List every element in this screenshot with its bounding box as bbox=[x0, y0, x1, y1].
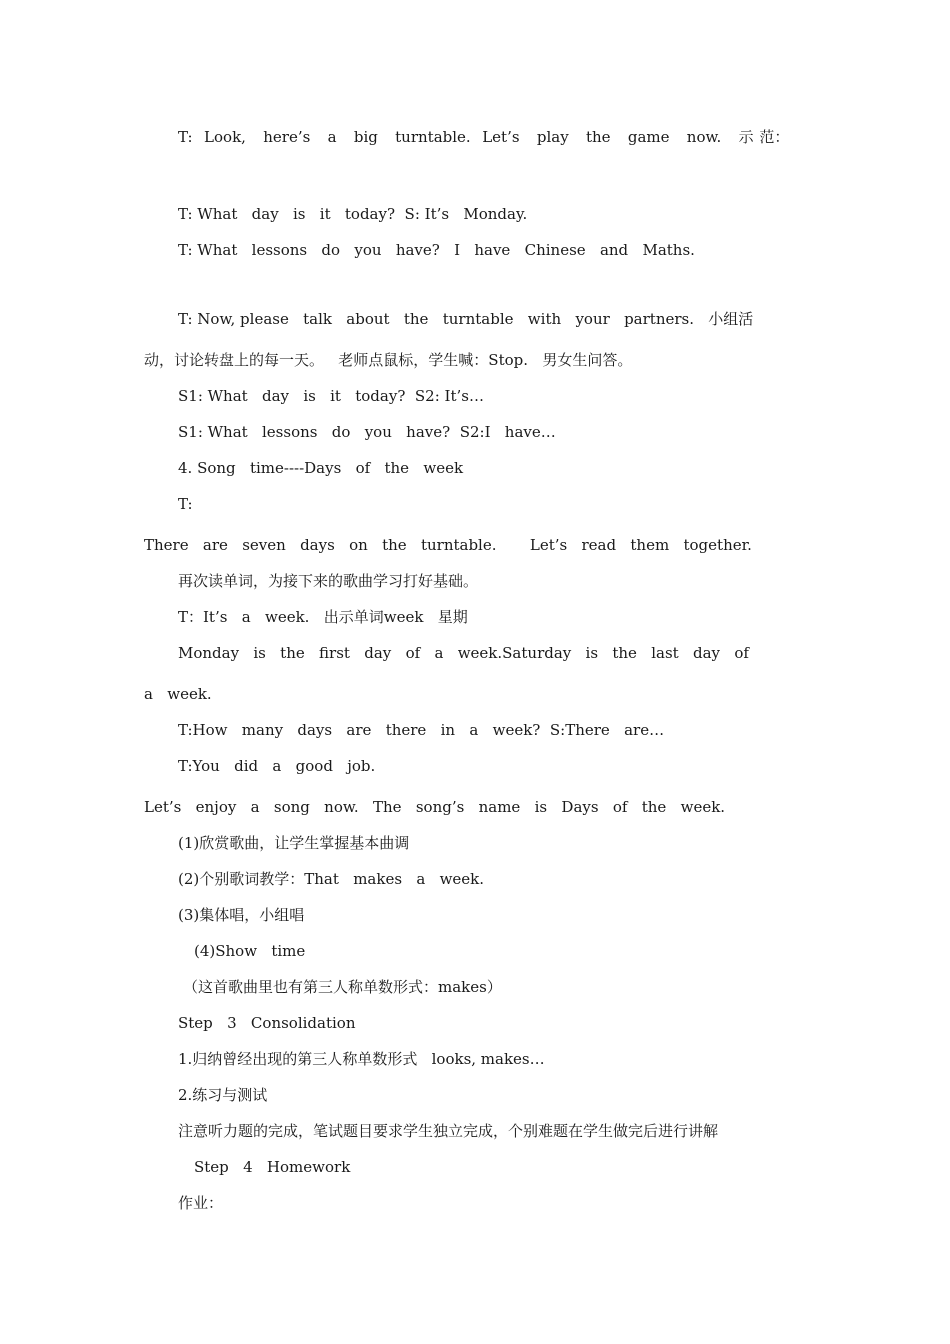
text-line-step-3: (3)集体唱，小组唱 bbox=[178, 906, 305, 924]
text-line-how-many-days: T:How many days are there in a week? S:There are… bbox=[178, 721, 665, 739]
text-line-step-1: (1)欣赏歌曲，让学生掌握基本曲调 bbox=[178, 834, 410, 852]
text-line-seven-days: There are seven days on the turntable. Let’s read them together. bbox=[144, 536, 752, 554]
text-line-consolidation-heading: Step 3 Consolidation bbox=[178, 1014, 356, 1032]
text-line-group-activity: 动，讨论转盘上的每一天。 老师点鼠标，学生喊：Stop. 男女生问答。 bbox=[144, 351, 633, 369]
text-line-teacher-label: T: bbox=[178, 495, 193, 513]
text-line-third-person-note: （这首歌曲里也有第三人称单数形式：makes） bbox=[183, 978, 502, 996]
text-line-s1-lessons: S1: What lessons do you have? S2:I have… bbox=[178, 423, 556, 441]
text-line-homework-heading: Step 4 Homework bbox=[194, 1158, 351, 1176]
text-line-listening-note: 注意听力题的完成，笔试题目要求学生独立完成，个别难题在学生做完后进行讲解 bbox=[178, 1122, 719, 1140]
text-line-its-a-week: T：It’s a week. 出示单词week 星期 bbox=[178, 608, 468, 626]
text-line-practice-test: 2.练习与测试 bbox=[178, 1086, 268, 1104]
text-line-show-time: (4)Show time bbox=[194, 942, 306, 960]
text-line-song-time: 4. Song time----Days of the week bbox=[178, 459, 464, 477]
text-line-what-day: T: What day is it today? S: It’s Monday. bbox=[178, 205, 528, 223]
text-line-monday-first: Monday is the first day of a week.Saturday is the last day of bbox=[178, 644, 749, 662]
text-line-a-week: a week. bbox=[144, 685, 212, 703]
text-line-turntable-intro: T: Look, here’s a big turntable. Let’s play the game now. 示 范： bbox=[178, 128, 790, 146]
text-line-summarize-forms: 1.归纳曾经出现的第三人称单数形式 looks, makes… bbox=[178, 1050, 545, 1068]
text-line-talk-partners: T: Now, please talk about the turntable with your partners. 小组活 bbox=[178, 310, 754, 328]
text-line-homework-label: 作业： bbox=[178, 1194, 224, 1212]
text-line-step-2: (2)个别歌词教学：That makes a week. bbox=[178, 870, 485, 888]
text-line-what-lessons: T: What lessons do you have? I have Chinese and Maths. bbox=[178, 241, 695, 259]
text-line-read-again: 再次读单词，为接下来的歌曲学习打好基础。 bbox=[178, 572, 479, 590]
text-line-enjoy-song: Let’s enjoy a song now. The song’s name is Days of the week. bbox=[144, 798, 726, 816]
text-line-good-job: T:You did a good job. bbox=[178, 757, 376, 775]
text-line-s1-day: S1: What day is it today? S2: It’s… bbox=[178, 387, 484, 405]
